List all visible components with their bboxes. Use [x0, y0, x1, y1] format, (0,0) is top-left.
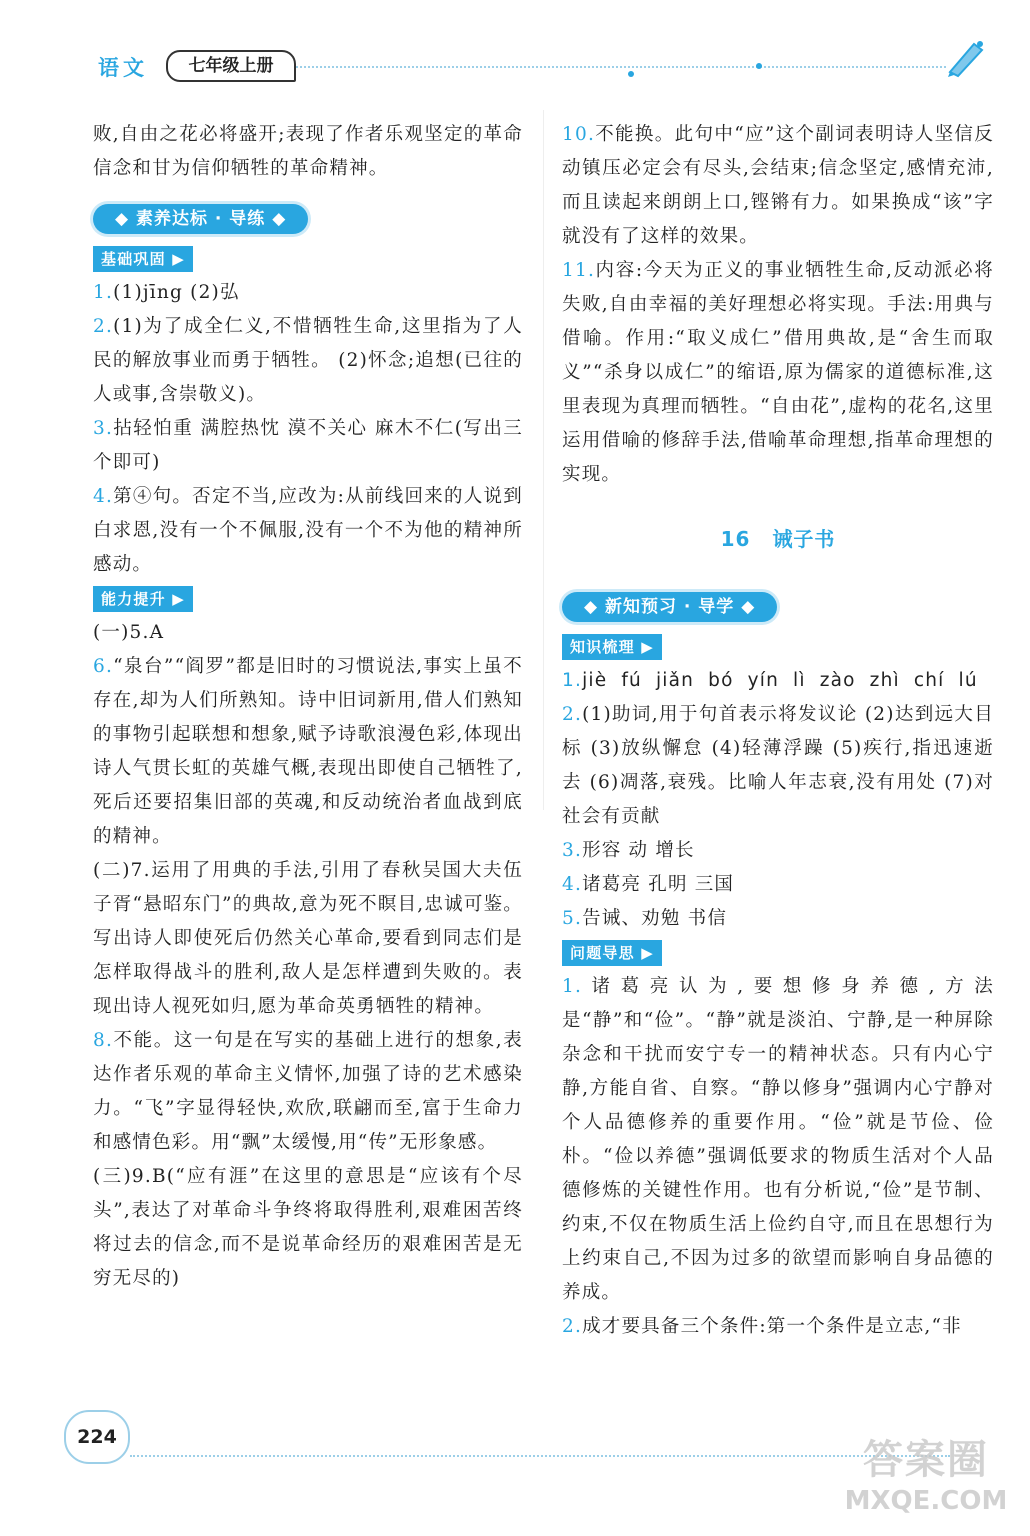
item-text: (二)7.运用了用典的手法,引用了春秋吴国大夫伍子胥“悬昭东门”的典故,意为死不瞑目,忠诚可鉴。写出诗人即使死后仍然关心革命,要看到同志们是怎样取得战斗的胜利,敌人是怎样遭到失败的。表现出诗人视死如归,愿为革命英勇牺牲的精神。 [93, 860, 523, 1017]
left-column [93, 118, 523, 1296]
answer-item [93, 310, 523, 412]
answer-item [562, 118, 994, 254]
item-number: 3. [562, 840, 583, 861]
subject-label: 语文 [98, 56, 148, 80]
pinyin-syllable: jiè [582, 670, 608, 691]
item-number: 10. [562, 124, 596, 145]
item-text: 诸葛亮认为,要想修身养德,方法是“静”和“俭”。“静”就是淡泊、宁静,是一种屏除杂念和干扰而安宁专一的精神状态。只有内心宁静,方能自省、自察。“静以修身”强调内心宁静对个人品德修养的重要作用。“俭”就是节俭、俭朴。“俭以养德”强调低要求的物质生活对个人品德修炼的关键性作用。也有分析说,“俭”是节制、约束,不仅在物质生活上俭约自守,而且在思想行为上约束自己,不因为过多的欲望而影响自身品德的养成。 [562, 976, 994, 1303]
item-number: 4. [562, 874, 583, 895]
item-text: “泉台”“阎罗”都是旧时的习惯说法,事实上虽不存在,却为人们所熟知。诗中旧词新用,借人们熟知的事物引起联想和想象,赋予诗歌浪漫色彩,体现出诗人气贯长虹的英雄气概,表现出即使自己牺牲了,死后还要招集旧部的英魂,和反动统治者血战到底的精神。 [93, 656, 523, 847]
answer-item [562, 902, 994, 936]
lesson-title [562, 522, 994, 556]
answer-item [562, 868, 994, 902]
answer-item [562, 698, 994, 834]
item-text: 不能换。此句中“应”这个副词表明诗人坚信反动镇压必定会有尽头,会结束;信念坚定,感情充沛,而且读起来朗朗上口,铿锵有力。如果换成“该”字就没有了这样的效果。 [562, 124, 994, 247]
section-banner-practice: ◆ 素养达标 · 导练 ◆ [93, 204, 308, 234]
answer-item [93, 616, 523, 650]
item-number: 3. [93, 418, 114, 439]
pinyin-syllable: jiǎn [655, 670, 695, 691]
watermark-text-en: MXQE.COM [844, 1486, 1008, 1516]
pinyin-syllable: zào [819, 670, 856, 691]
item-text: (一)5.A [93, 622, 165, 643]
item-text: 告诫、劝勉 书信 [582, 908, 728, 929]
grade-label: 七年级上册 [166, 50, 296, 82]
pinyin-syllable: lú [958, 670, 978, 691]
item-text: 第④句。否定不当,应改为:从前线回来的人说到白求恩,没有一个不佩服,没有一个不为他的精神所感动。 [93, 486, 523, 575]
pinyin-syllable: fú [621, 670, 642, 691]
item-number: 4. [93, 486, 114, 507]
header-dot [628, 71, 634, 77]
watermark-logo [836, 1434, 1016, 1524]
item-text: (1)助词,用于句首表示将发议论 (2)达到远大目标 (3)放纵懈怠 (4)轻薄浮躁 (5)疾行,指迅速逝去 (6)凋落,衰残。比喻人年志衰,没有用处 (7)对社会有贡献 [562, 704, 994, 827]
item-number: 6. [93, 656, 114, 677]
item-text: 形容 动 增长 [582, 840, 695, 861]
item-number: 11. [562, 260, 596, 281]
item-text: 内容:今天为正义的事业牺牲生命,反动派必将失败,自由幸福的美好理想必将实现。手法:用典与借喻。作用:“取义成仁”借用典故,是“舍生而取义”“杀身以成仁”的缩语,原为儒家的道德标准,这里表现为真理而牺牲。“自由花”,虚构的花名,这里运用借喻的修辞手法,借喻革命理想,指革命理想的实现。 [562, 260, 994, 485]
answer-item [562, 970, 994, 1310]
pinyin-syllable: zhì [869, 670, 900, 691]
answer-item [93, 650, 523, 854]
item-text: (1)为了成全仁义,不惜牺牲生命,这里指为了人民的解放事业而勇于牺牲。 (2)怀念;追想(已往的人或事,含崇敬义)。 [93, 316, 523, 405]
answer-item [562, 254, 994, 492]
footer-dotted-line [130, 1455, 950, 1457]
item-number: 1. [93, 282, 114, 303]
column-divider [543, 110, 544, 810]
item-text: 诸葛亮 孔明 三国 [582, 874, 735, 895]
pinyin-syllable: lì [793, 670, 806, 691]
item-number: 2. [562, 1316, 583, 1337]
lesson-name: 诫子书 [772, 527, 836, 551]
lesson-number: 16 [720, 527, 751, 551]
intro-paragraph: 败,自由之花必将盛开;表现了作者乐观坚定的革命信念和甘为信仰牺牲的革命精神。 [93, 124, 523, 179]
item-text: (1)jīng (2)弘 [113, 282, 240, 303]
pinyin-syllable: chí [913, 670, 945, 691]
pen-icon [944, 38, 988, 78]
answer-item [93, 854, 523, 1024]
header-dotted-line [296, 66, 946, 68]
item-number: 2. [93, 316, 114, 337]
item-number: 5. [562, 908, 583, 929]
page-number: 224 [64, 1410, 130, 1464]
answer-list-ability [93, 616, 523, 1296]
pinyin-syllable: bó [708, 670, 734, 691]
tag-ability-improvement: 能力提升 ▶ [93, 586, 193, 612]
answer-list-basic [93, 276, 523, 582]
answer-item [93, 1024, 523, 1160]
header-dot [756, 63, 762, 69]
answer-item [93, 1160, 523, 1296]
answer-list-questions [562, 970, 994, 1344]
item-number: 1. [562, 670, 583, 691]
item-number: 8. [93, 1030, 114, 1051]
tag-knowledge-review: 知识梳理 ▶ [562, 634, 662, 660]
tag-basic-consolidation: 基础巩固 ▶ [93, 246, 193, 272]
answer-item [93, 412, 523, 480]
tag-question-guide: 问题导思 ▶ [562, 940, 662, 966]
item-number: 2. [562, 704, 583, 725]
answer-list-continued [562, 118, 994, 492]
answer-item [93, 276, 523, 310]
pinyin-syllable: yín [747, 670, 780, 691]
item-text: 拈轻怕重 满腔热忱 漠不关心 麻木不仁(写出三个即可) [93, 418, 523, 473]
answer-list-knowledge [562, 698, 994, 936]
section-banner-preview: ◆ 新知预习 · 导学 ◆ [562, 592, 777, 622]
item-number: 1. [562, 976, 583, 997]
item-text: 成才要具备三个条件:第一个条件是立志,“非 [582, 1316, 962, 1337]
item-text: 不能。这一句是在写实的基础上进行的想象,表达作者乐观的革命主义情怀,加强了诗的艺术感染力。“飞”字显得轻快,欢欣,联翩而至,富于生命力和感情色彩。用“飘”太缓慢,用“传”无形象感。 [93, 1030, 523, 1153]
answer-item [562, 834, 994, 868]
answer-item [93, 480, 523, 582]
pinyin-answer [562, 664, 994, 698]
answer-item [562, 1310, 994, 1344]
watermark-text-cn: 答案圈 [863, 1437, 989, 1483]
item-text: (三)9.B(“应有涯”在这里的意思是“应该有个尽头”,表达了对革命斗争终将取得胜利,艰难困苦终将过去的信念,而不是说革命经历的艰难困苦是无穷无尽的) [93, 1166, 523, 1289]
right-column [562, 118, 994, 1344]
